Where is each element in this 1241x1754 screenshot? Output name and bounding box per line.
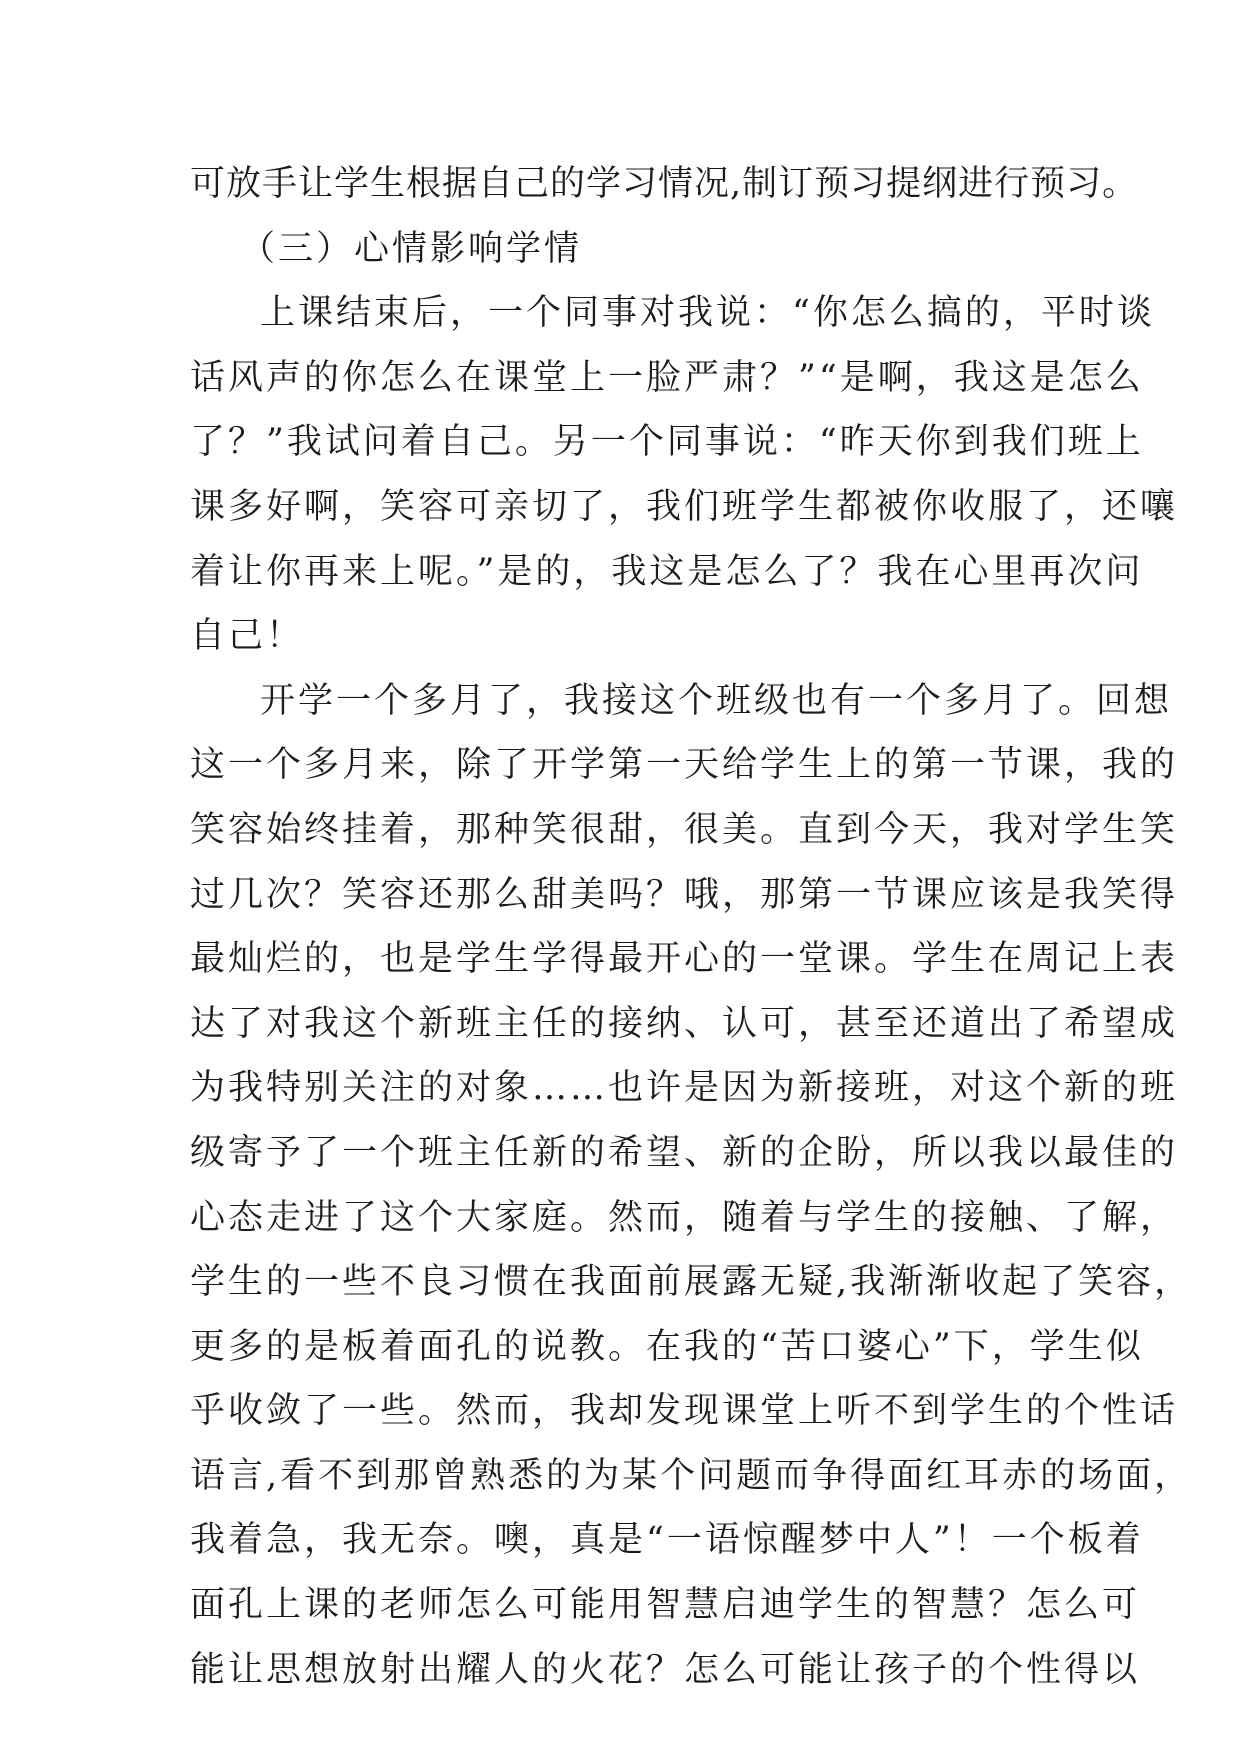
text-line: 自己！ — [190, 616, 305, 657]
text-line: 面孔上课的老师怎么可能用智慧启迪学生的智慧？怎么可 — [190, 1585, 1141, 1626]
document-body — [190, 152, 1193, 1702]
text-line: 心态走进了这个大家庭。然而，随着与学生的接触、了解， — [190, 1197, 1179, 1238]
text-line: 可放手让学生根据自己的学习情况,制订预习提纲进行预习。 — [190, 164, 1139, 204]
text-line: 语言,看不到那曾熟悉的为某个问题而争得面红耳赤的场面， — [190, 1455, 1193, 1496]
text-line: 乎收敛了一些。然而，我却发现课堂上听不到学生的个性话 — [190, 1391, 1179, 1432]
text-line: 课多好啊，笑容可亲切了，我们班学生都被你收服了，还嚷 — [190, 486, 1179, 527]
section-heading: （三）心情影响学情 — [240, 228, 583, 269]
text-line: 我着急，我无奈。噢，真是“一语惊醒梦中人”！一个板着 — [190, 1520, 1144, 1561]
text-line: 为我特别关注的对象……也许是因为新接班，对这个新的班 — [190, 1068, 1179, 1109]
text-line: 这一个多月来，除了开学第一天给学生上的第一节课，我的 — [190, 745, 1179, 786]
text-line: 了？”我试问着自己。另一个同事说：“昨天你到我们班上 — [190, 422, 1144, 463]
text-line: 话风声的你怎么在课堂上一脸严肃？”“是啊，我这是怎么 — [190, 357, 1144, 398]
text-line: 开学一个多月了，我接这个班级也有一个多月了。回想 — [260, 680, 1173, 721]
text-line: 能让思想放射出耀人的火花？怎么可能让孩子的个性得以 — [190, 1649, 1141, 1690]
text-line: 达了对我这个新班主任的接纳、认可，甚至还道出了希望成 — [190, 1003, 1179, 1044]
text-line: 学生的一些不良习惯在我面前展露无疑,我渐渐收起了笑容， — [190, 1262, 1193, 1303]
text-line: 更多的是板着面孔的说教。在我的“苦口婆心”下，学生似 — [190, 1326, 1144, 1367]
text-line: 最灿烂的，也是学生学得最开心的一堂课。学生在周记上表 — [190, 939, 1179, 980]
text-line: 上课结束后，一个同事对我说：“你怎么搞的，平时谈 — [260, 293, 1155, 334]
text-line: 着让你再来上呢。”是的，我这是怎么了？我在心里再次问 — [190, 551, 1144, 592]
text-line: 级寄予了一个班主任新的希望、新的企盼，所以我以最佳的 — [190, 1132, 1179, 1173]
text-line: 过几次？笑容还那么甜美吗？哦，那第一节课应该是我笑得 — [190, 874, 1179, 915]
text-line: 笑容始终挂着，那种笑很甜，很美。直到今天，我对学生笑 — [190, 809, 1179, 850]
